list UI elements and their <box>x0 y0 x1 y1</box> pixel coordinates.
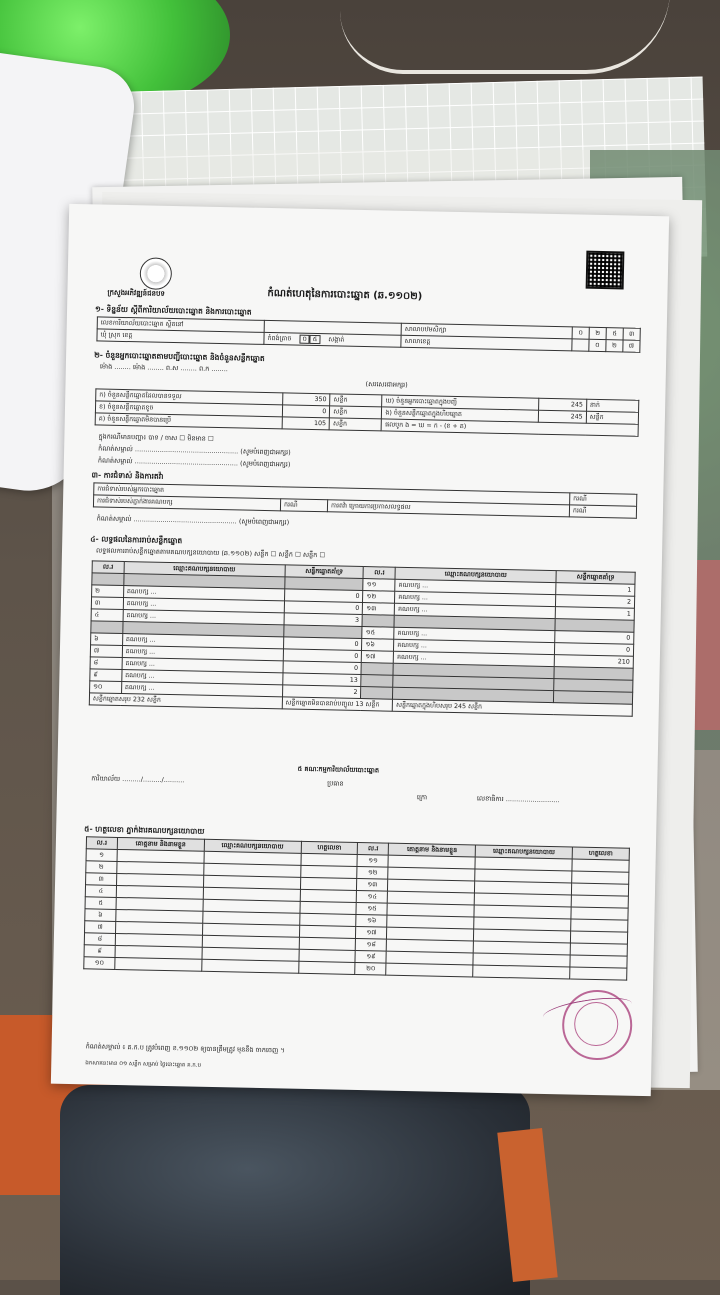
section2-heading: ២- ចំនួនអ្នកបោះឆ្នោតតាមបញ្ជីបោះឆ្នោត និងចំនួនសន្លឹកឆ្នោត <box>94 350 265 363</box>
agent-no: ១៤ <box>357 890 388 903</box>
s3-row2-right: ករណី <box>569 505 636 518</box>
result-party: គណបក្ស ... <box>122 670 283 685</box>
ministry-name: ក្រសួងអភិវឌ្ឍន៍ជនបទ <box>107 288 165 298</box>
s1-digit: ០ <box>572 327 589 339</box>
result-no: ១០ <box>90 681 122 694</box>
agent-no: ១៨ <box>356 938 387 951</box>
result-votes: 13 <box>282 673 361 687</box>
agent-cell <box>570 967 627 980</box>
result-party: គណបក្ស ... <box>122 646 283 661</box>
result-party: គណបក្ស ... <box>394 639 555 654</box>
s3-row2: ការជំទាស់របស់ភ្នាក់ងារគណបក្ស <box>93 495 280 511</box>
s1-digit: ៥ <box>310 334 321 343</box>
s2-note-line: កំណត់សម្គាល់ .................................................. (សូមបំពេញជាអក្សរ) <box>98 444 291 457</box>
agent-no: ៩ <box>84 945 115 958</box>
s1-row2-commune: សង្កាត់ <box>328 335 345 344</box>
ballot-box-total: សន្លឹកឆ្នោតក្នុងហិបសរុប 245 សន្លឹក <box>392 699 632 716</box>
result-no: ១១ <box>363 579 395 592</box>
result-no <box>92 573 124 586</box>
result-no <box>362 615 394 628</box>
agent-no: ១៣ <box>357 878 388 891</box>
section3-heading: ៣- ការជំទាស់ និងការតវ៉ា <box>91 470 164 481</box>
s1-digit: ៧ <box>623 340 640 352</box>
s1-digit: ២ <box>606 340 623 352</box>
white-cable <box>340 0 670 74</box>
s1-digit: ៣ <box>623 328 640 340</box>
result-no: ១៧ <box>362 651 394 664</box>
s1-row1-label: លេខការិយាល័យបោះឆ្នោត ស្ថិតនៅ <box>97 317 264 332</box>
s2-value2: 245 <box>539 410 587 423</box>
uncounted-votes: សន្លឹកឆ្នោតមិនបានរាប់បញ្ចូល 13 សន្លឹក <box>282 697 393 711</box>
result-votes: 0 <box>555 643 634 657</box>
s2-value: 105 <box>282 417 330 430</box>
result-votes: 2 <box>556 595 635 609</box>
s2-unit: សន្លឹក <box>330 394 382 407</box>
s1-digit: ៥ <box>606 328 623 340</box>
s2-label: ខ) ចំនួនសន្លឹកឆ្នោតខូច <box>95 401 282 417</box>
result-votes: 3 <box>284 613 363 627</box>
result-votes: 1 <box>556 583 635 597</box>
agent-no: ១២ <box>357 866 388 879</box>
col-votes-header: សន្លឹកឆ្នោតគាំទ្រ <box>285 565 364 579</box>
agent-no: ៥ <box>85 897 116 910</box>
result-party: គណបក្ស ... <box>393 651 554 666</box>
result-party: គណបក្ស ... <box>394 627 555 642</box>
agent-no: ១៩ <box>355 950 386 963</box>
footer-small: ឯកសារនេះមាន ០១ សន្លឹក សម្រាប់ ថ្ងៃបោះឆ្នោត គ.ក.ប <box>85 1060 202 1069</box>
s2-value: 350 <box>283 393 331 406</box>
agent-no: ៨ <box>84 933 115 946</box>
section4-heading: ៤- លទ្ធផលនៃការរាប់សន្លឹកឆ្នោត <box>90 534 183 546</box>
agent-cell <box>115 957 202 971</box>
agent-no: ៧ <box>85 921 116 934</box>
agent-no: ១៥ <box>356 902 387 915</box>
result-party: គណបក្ស ... <box>394 603 555 618</box>
result-votes: 1 <box>555 607 634 621</box>
agent-no: ១ <box>86 849 117 862</box>
result-votes: 0 <box>284 589 363 603</box>
result-votes: 0 <box>283 661 362 675</box>
agent-no: ២០ <box>355 962 386 975</box>
result-no: ១៥ <box>362 627 394 640</box>
agents-col-header: ល.រ <box>358 842 389 855</box>
s2-note-line: កំណត់សម្គាល់ .................................................. (សូមបំពេញជាអក្សរ) <box>97 456 291 469</box>
agents-col-header: គោត្តនាម និងនាមខ្លួន <box>117 837 204 851</box>
result-votes: 2 <box>282 685 361 699</box>
col-votes-header: សន្លឹកឆ្នោតគាំទ្រ <box>556 571 635 585</box>
s2-note: (សរសេរជាអក្សរ) <box>365 380 408 389</box>
sig-date: ការិយាល័យ ........./........./.......... <box>91 774 185 785</box>
s2-unit2: សន្លឹក <box>586 411 638 424</box>
result-party: គណបក្ស ... <box>395 579 556 594</box>
result-no <box>91 621 123 634</box>
agent-no: ១០ <box>84 957 115 970</box>
result-votes: 0 <box>283 649 362 663</box>
section5-heading: ៥- ហត្ថលេខា ភ្នាក់ងារគណបក្សនយោបាយ <box>84 824 205 836</box>
agent-cell <box>473 965 570 979</box>
total-votes: សន្លឹកឆ្នោតសរុប 232 សន្លឹក <box>89 693 282 709</box>
result-no: ៧ <box>90 645 122 658</box>
result-no: ១៣ <box>363 603 395 616</box>
s2-label: គ) ចំនួនសន្លឹកឆ្នោតមិនបានប្រើ <box>95 413 282 429</box>
col-no-header: ល.រ <box>363 567 395 580</box>
s1-row2-code: កំពង់ត្រាច <box>267 334 292 343</box>
agent-no: ១៧ <box>356 926 387 939</box>
result-party: គណបក្ស ... <box>395 591 556 606</box>
result-no: ៨ <box>90 657 122 670</box>
section2-table <box>95 388 640 436</box>
s1-row2-place: សាលាខេត្ត <box>401 335 572 351</box>
s2-unit: សន្លឹក <box>329 418 381 431</box>
s2-value: 0 <box>282 405 330 418</box>
result-no <box>361 687 393 700</box>
s2-sum-formula: ផលបូក ង = ឃ = ក - (ខ + គ) <box>382 419 639 436</box>
s2-label2: ង) ចំនួនសន្លឹកឆ្នោតក្នុងហិបឆ្នោត <box>382 407 539 422</box>
qr-code-icon <box>586 251 625 290</box>
footer-note: កំណត់សម្គាល់ ៖ គ.ក.ប ត្រូវបំពេញ ខ.១១០២ ឲ្យបានត្រឹមត្រូវ មុននឹង ចាកចេញ ។ <box>85 1042 285 1055</box>
election-form <box>51 204 669 1096</box>
result-no: ២ <box>92 585 124 598</box>
results-table <box>89 560 636 716</box>
s1-digit: ២ <box>589 327 606 339</box>
section1-table <box>96 316 640 352</box>
result-party: គណបក្ស ... <box>123 598 284 613</box>
agent-no: ១៦ <box>356 914 387 927</box>
result-no: ៦ <box>91 633 123 646</box>
s4-subline: លទ្ធផលការរាប់សន្លឹកឆ្នោតតាមគណបក្សនយោបាយ (ឆ.១១០២) សន្លឹក ☐ សន្លឹក ☐ សន្លឹក ☐ <box>95 546 326 560</box>
s3-row1: ការជំទាស់របស់អ្នកបោះឆ្នោត <box>94 483 570 505</box>
sig-chair: ប្រធាន <box>327 779 344 788</box>
result-no <box>361 675 393 688</box>
agents-col-header: ហត្ថលេខា <box>572 847 629 860</box>
signature-heading: ៥ គណៈកម្មការិយាល័យបោះឆ្នោត <box>297 764 380 775</box>
s2-time-line: ម៉ោង ........ ម៉ោង ........ ព.ស ........ ព.ក ........ <box>99 362 228 374</box>
s2-note-line: ក្នុងករណីមានបញ្ហា៖ បាទ / ចាស ☐ មិនមាន ☐ <box>98 432 214 443</box>
s2-unit2: នាក់ <box>586 399 638 412</box>
s1-row1-place: សាលាបឋមសិក្សា <box>401 323 572 339</box>
col-party-header: ឈ្មោះគណបក្សនយោបាយ <box>395 567 556 582</box>
result-party: គណបក្ស ... <box>122 658 283 673</box>
s1-row2-label: ឃុំ ស្រុក ខេត្ត <box>97 329 264 344</box>
agent-no: ៦ <box>85 909 116 922</box>
s2-label: ក) ចំនួនសន្លឹកឆ្នោតដែលបានទទួល <box>96 389 283 405</box>
agents-col-header: ឈ្មោះគណបក្សនយោបាយ <box>475 845 572 859</box>
result-no <box>361 663 393 676</box>
result-votes: 0 <box>284 601 363 615</box>
s3-row1-right: ករណី <box>570 493 637 506</box>
col-no-header: ល.រ <box>92 561 124 574</box>
result-party: គណបក្ស ... <box>123 586 284 601</box>
agents-col-header: គោត្តនាម និងនាមខ្លួន <box>389 843 476 857</box>
agent-cell <box>202 959 299 973</box>
s2-value2: 245 <box>539 398 587 411</box>
agents-col-header: ល.រ <box>86 837 117 850</box>
sig-member: ក្រោ <box>416 793 428 802</box>
result-party: គណបក្ស ... <box>123 610 284 625</box>
ministry-seal-icon <box>140 257 173 290</box>
section1-heading: ១- ទិន្នន័យ ស្តីពីការិយាល័យបោះឆ្នោត និងការបោះឆ្នោត <box>94 304 252 317</box>
result-no: ៤ <box>91 609 123 622</box>
s2-label2: ឃ) ចំនួនអ្នកបោះឆ្នោតក្នុងបញ្ជី <box>382 395 539 410</box>
agent-no: ២ <box>86 861 117 874</box>
lap-jeans <box>60 1085 530 1295</box>
agent-cell <box>386 963 473 977</box>
s3-row2-text: ការតវ៉ា ក្រោយការប្រកាសលទ្ធផល <box>327 500 569 517</box>
agent-no: ១១ <box>357 854 388 867</box>
result-votes: 0 <box>283 637 362 651</box>
result-party: គណបក្ស ... <box>122 634 283 649</box>
result-no: ១២ <box>363 591 395 604</box>
agents-col-header: ឈ្មោះគណបក្សនយោបាយ <box>204 839 301 853</box>
col-party-header: ឈ្មោះគណបក្សនយោបាយ <box>124 562 285 577</box>
result-party: គណបក្ស ... <box>121 682 282 697</box>
result-no: ៩ <box>90 669 122 682</box>
agent-no: ៣ <box>86 873 117 886</box>
result-no: ១៦ <box>362 639 394 652</box>
result-votes: 0 <box>555 631 634 645</box>
s3-row2-mid: ករណី <box>280 499 327 512</box>
s1-digit: ០ <box>589 339 606 351</box>
agent-no: ៤ <box>85 885 116 898</box>
sig-secretary: លេខាធិការ .......................... <box>476 794 560 805</box>
s1-digit: ០ <box>299 334 310 343</box>
agent-cell <box>298 961 355 974</box>
result-votes: 210 <box>554 655 633 669</box>
s3-note: កំណត់សម្គាល់ .................................................. (សូមបំពេញជាអក្សរ) <box>96 514 290 527</box>
agents-table <box>83 836 630 980</box>
result-no: ៣ <box>91 597 123 610</box>
s2-unit: សន្លឹក <box>330 406 382 419</box>
agents-col-header: ហត្ថលេខា <box>301 841 358 854</box>
section3-table <box>93 482 637 518</box>
document-title: កំណត់ហេតុនៃការបោះឆ្នោត (ឆ.១១០២) <box>267 287 423 303</box>
